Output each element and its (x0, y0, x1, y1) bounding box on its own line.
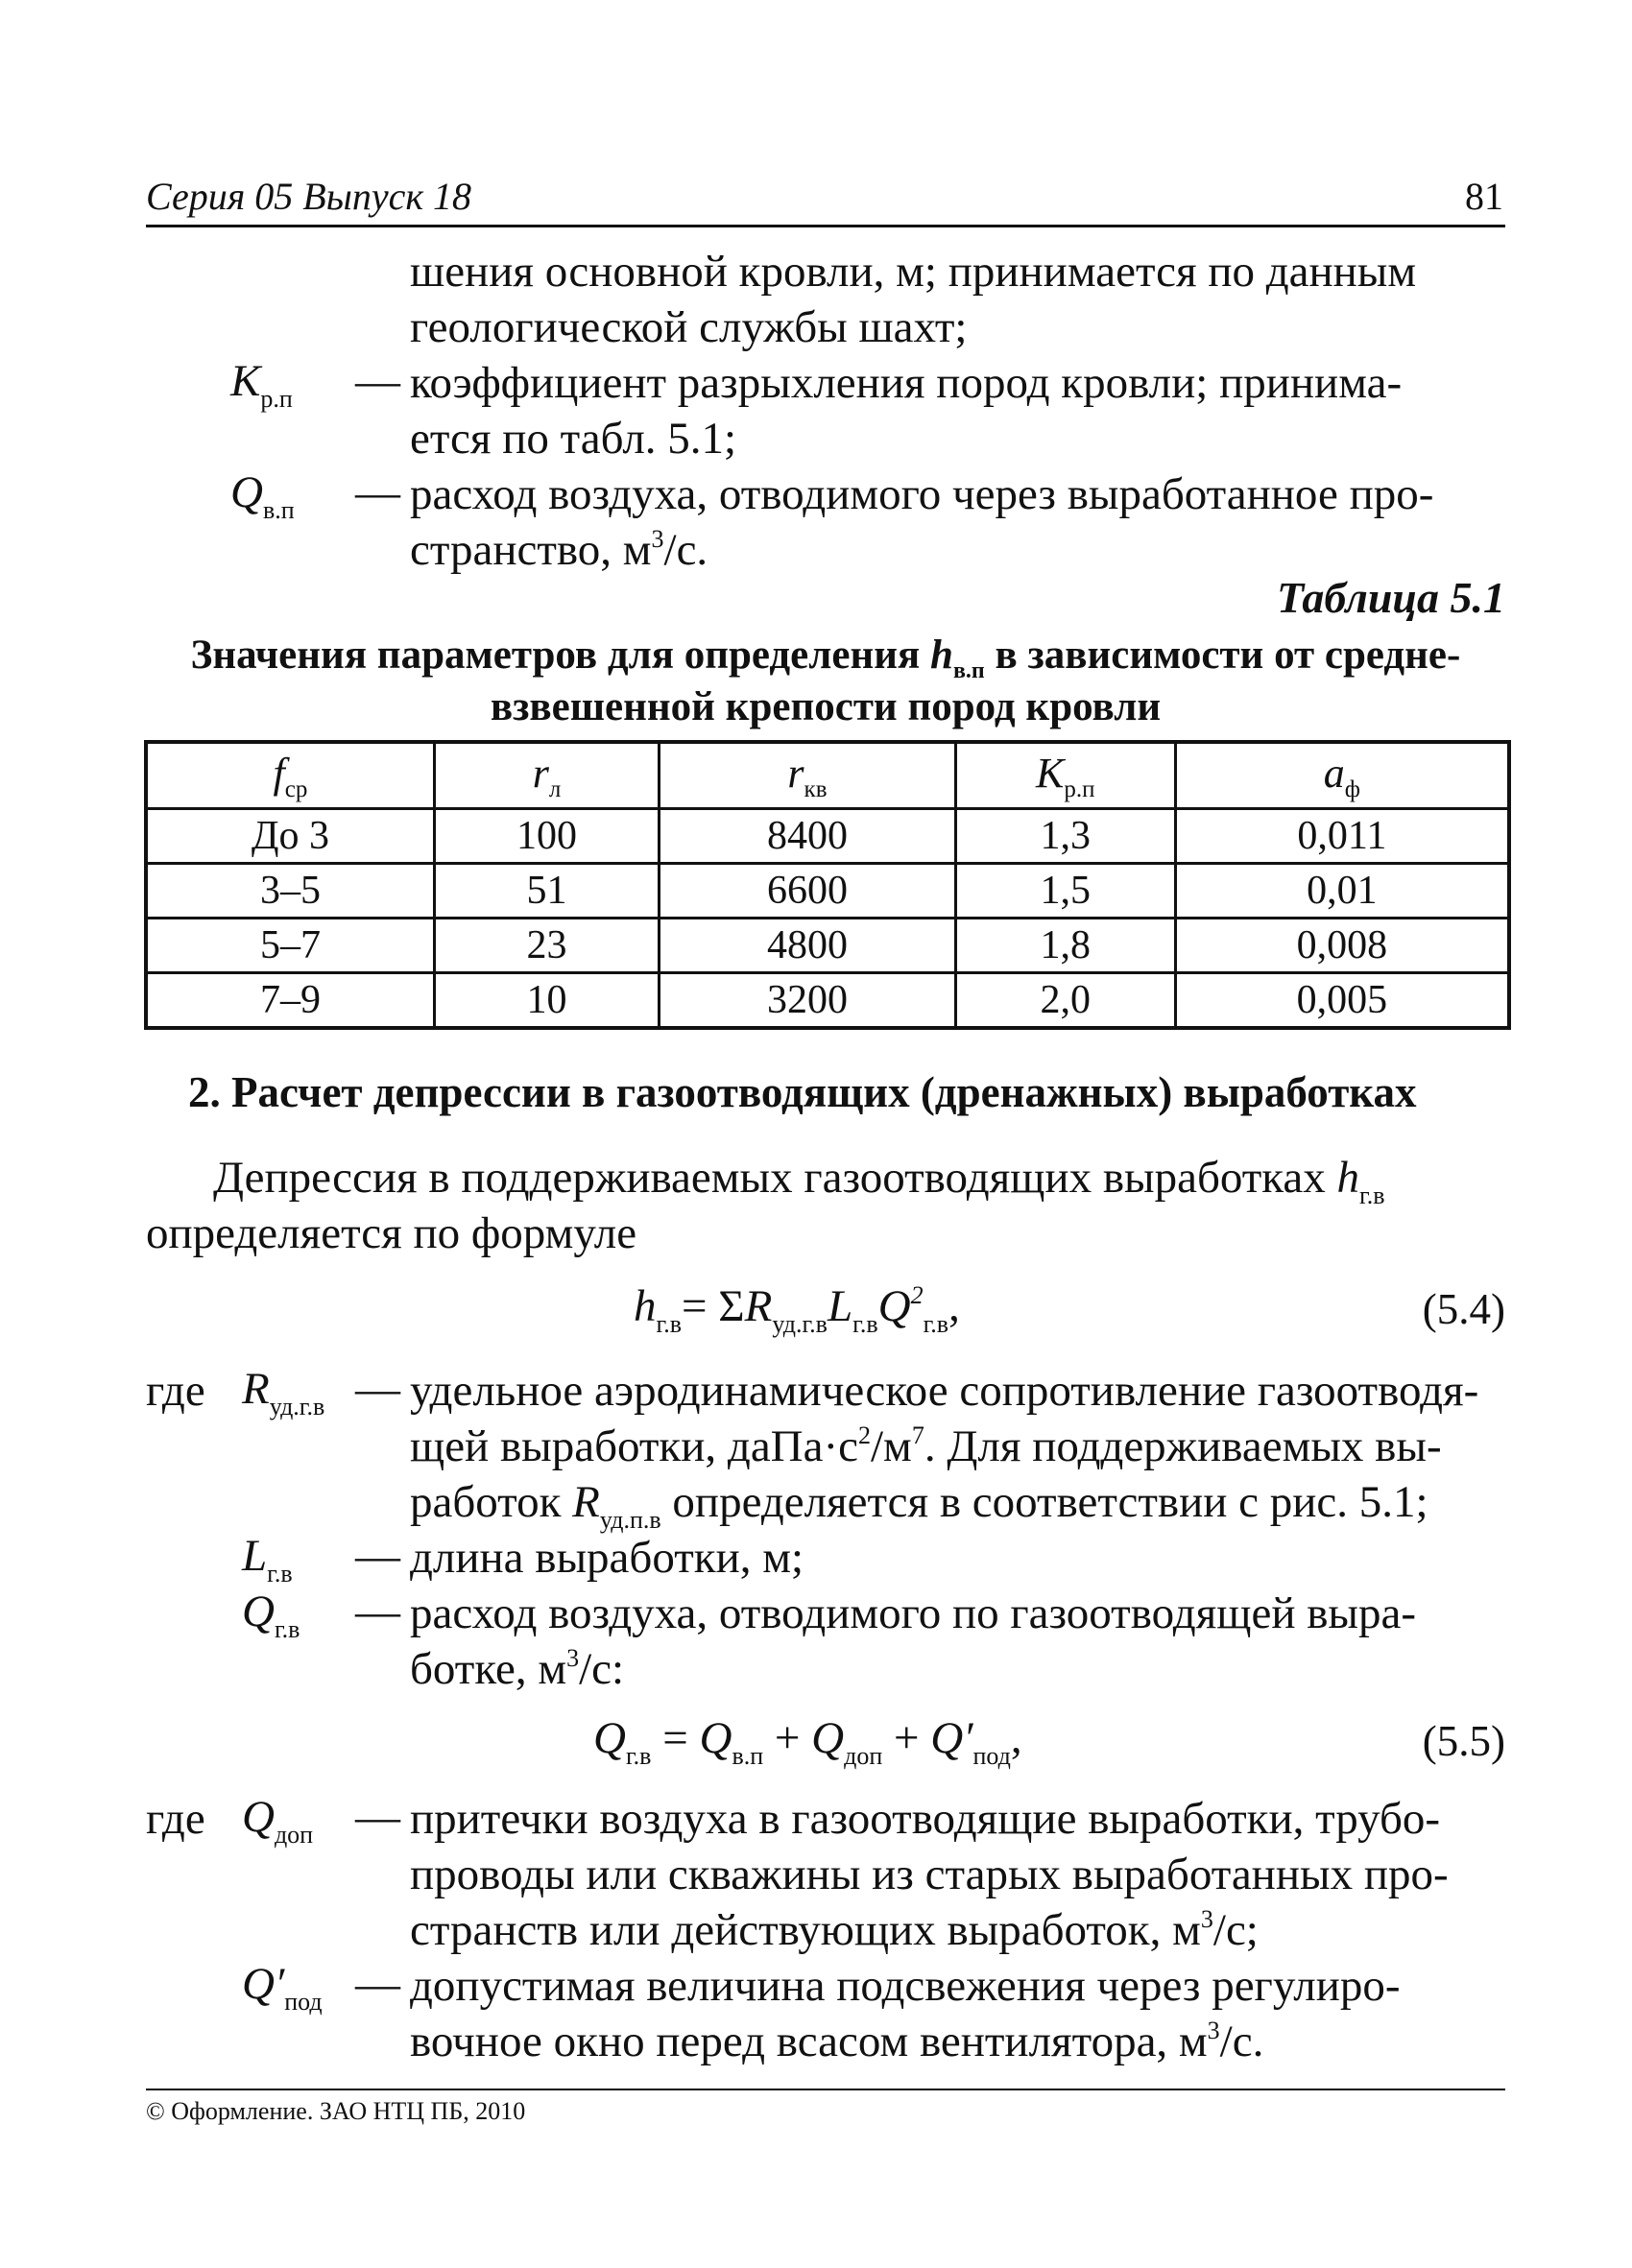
intro-line: шения основной кровли, м; принимается по данным (410, 247, 1417, 297)
table-cell: 51 (434, 864, 659, 919)
table-cell: 23 (434, 919, 659, 973)
em-dash: — (355, 1959, 400, 2009)
table-title: Значения параметров для определения $h_{в.п}$ в зависимости от средне- (190, 633, 1461, 683)
table-cell: 100 (434, 809, 659, 864)
table-label: Таблица 5.1 (1276, 573, 1505, 622)
l-definition: длина выработки, м; (410, 1533, 804, 1583)
table-cell: 5–7 (146, 919, 434, 973)
header-r-kv: $r_{кв}$ (660, 742, 956, 809)
footer-rule (146, 2089, 1505, 2090)
table-cell: 8400 (660, 809, 956, 864)
table-cell: 10 (434, 973, 659, 1029)
table-header-row (146, 742, 1509, 809)
header-a-f: $a_ф$ (1175, 742, 1509, 809)
table-row (146, 809, 1509, 864)
r-definition: щей выработки, $даПа\cdot с^2/м^7$. Для поддерживаемых вы- (410, 1421, 1442, 1471)
table-cell: 0,008 (1175, 919, 1509, 973)
r-udgv-symbol: $R_{уд.г.в}$ (242, 1364, 325, 1420)
q-dop-definition: проводы или скважины из старых выработанных про- (410, 1850, 1449, 1899)
q-definition: ботке, $м^3/с$: (410, 1644, 625, 1694)
header-f-sr: $f_{ср}$ (146, 742, 434, 809)
l-gv-symbol: $L_{г.в}$ (242, 1531, 293, 1588)
table-cell: 0,005 (1175, 973, 1509, 1029)
em-dash: — (355, 1531, 400, 1581)
table-cell: 1,8 (955, 919, 1175, 973)
parameters-table (144, 740, 1511, 1030)
table-cell: 1,5 (955, 864, 1175, 919)
table-cell: 0,011 (1175, 809, 1509, 864)
table-row (146, 919, 1509, 973)
equation-number: (5.5) (1422, 1717, 1505, 1765)
r-definition: удельное аэродинамическое сопротивление газоотводя- (410, 1366, 1479, 1416)
table-row (146, 864, 1509, 919)
table-cell: 6600 (660, 864, 956, 919)
footer-copyright: © Оформление. ЗАО НТЦ ПБ, 2010 (146, 2097, 526, 2125)
k-rp-definition: ется по табл. 5.1; (410, 414, 737, 464)
em-dash: — (355, 1792, 400, 1842)
table-cell: 0,01 (1175, 864, 1509, 919)
table-cell: 4800 (660, 919, 956, 973)
paragraph-line: определяется по формуле (146, 1208, 637, 1258)
q-pod-symbol: $Q'_{под}$ (242, 1959, 323, 2016)
r-definition: работок $R_{уд.п.в}$ определяется в соответствии с рис. 5.1; (410, 1477, 1428, 1534)
q-vp-definition: расход воздуха, отводимого через выработанное про- (410, 469, 1434, 519)
table-row (146, 973, 1509, 1029)
intro-line: геологической службы шахт; (410, 302, 968, 352)
table-cell: 7–9 (146, 973, 434, 1029)
table-title: взвешенной крепости пород кровли (490, 684, 1162, 729)
page-header (146, 171, 1505, 227)
k-rp-symbol: $K_{р.п}$ (230, 356, 293, 413)
q-vp-definition: странство, $м^3/с$. (410, 525, 708, 575)
q-dop-definition: притечки воздуха в газоотводящие выработки, трубо- (410, 1794, 1441, 1844)
equation-number: (5.4) (1422, 1285, 1505, 1333)
formula-5-5: $Q_{г.в} = Q_{в.п} + Q_{доп} + Q'_{под}$, (593, 1713, 1022, 1770)
table-cell: 1,3 (955, 809, 1175, 864)
page-number: 81 (1465, 175, 1503, 218)
q-dop-symbol: $Q_{доп}$ (242, 1792, 314, 1849)
q-pod-definition: вочное окно перед всасом вентилятора, $м^3/с$. (410, 2017, 1264, 2066)
q-gv-symbol: $Q_{г.в}$ (242, 1587, 300, 1643)
em-dash: — (355, 1364, 400, 1414)
series-label: Серия 05 Выпуск 18 (146, 175, 472, 218)
where-label: где (146, 1366, 205, 1416)
table-cell: 3–5 (146, 864, 434, 919)
q-vp-symbol: $Q_{в.п}$ (230, 467, 295, 524)
header-r-l: $r_л$ (434, 742, 659, 809)
em-dash: — (355, 1587, 400, 1636)
em-dash: — (355, 356, 400, 406)
section-title: 2. Расчет депрессии в газоотводящих (дренажных) выработках (188, 1068, 1417, 1116)
k-rp-definition: коэффициент разрыхления пород кровли; принима- (410, 358, 1403, 408)
paragraph-line: Депрессия в поддерживаемых газоотводящих выработках $h_{г.в}$ (213, 1153, 1385, 1209)
table-cell: До 3 (146, 809, 434, 864)
header-k-rp: $K_{р.п}$ (955, 742, 1175, 809)
q-pod-definition: допустимая величина подсвежения через регулиро- (410, 1961, 1401, 2011)
q-dop-definition: странств или действующих выработок, $м^3/с$; (410, 1905, 1259, 1955)
table-cell: 2,0 (955, 973, 1175, 1029)
where-label: где (146, 1794, 205, 1844)
q-definition: расход воздуха, отводимого по газоотводящей выра- (410, 1588, 1416, 1638)
em-dash: — (355, 467, 400, 517)
table-cell: 3200 (660, 973, 956, 1029)
formula-5-4: $h_{г.в}= \Sigma R_{уд.г.в}L_{г.в}Q^2_{г.в}$, (634, 1281, 960, 1338)
